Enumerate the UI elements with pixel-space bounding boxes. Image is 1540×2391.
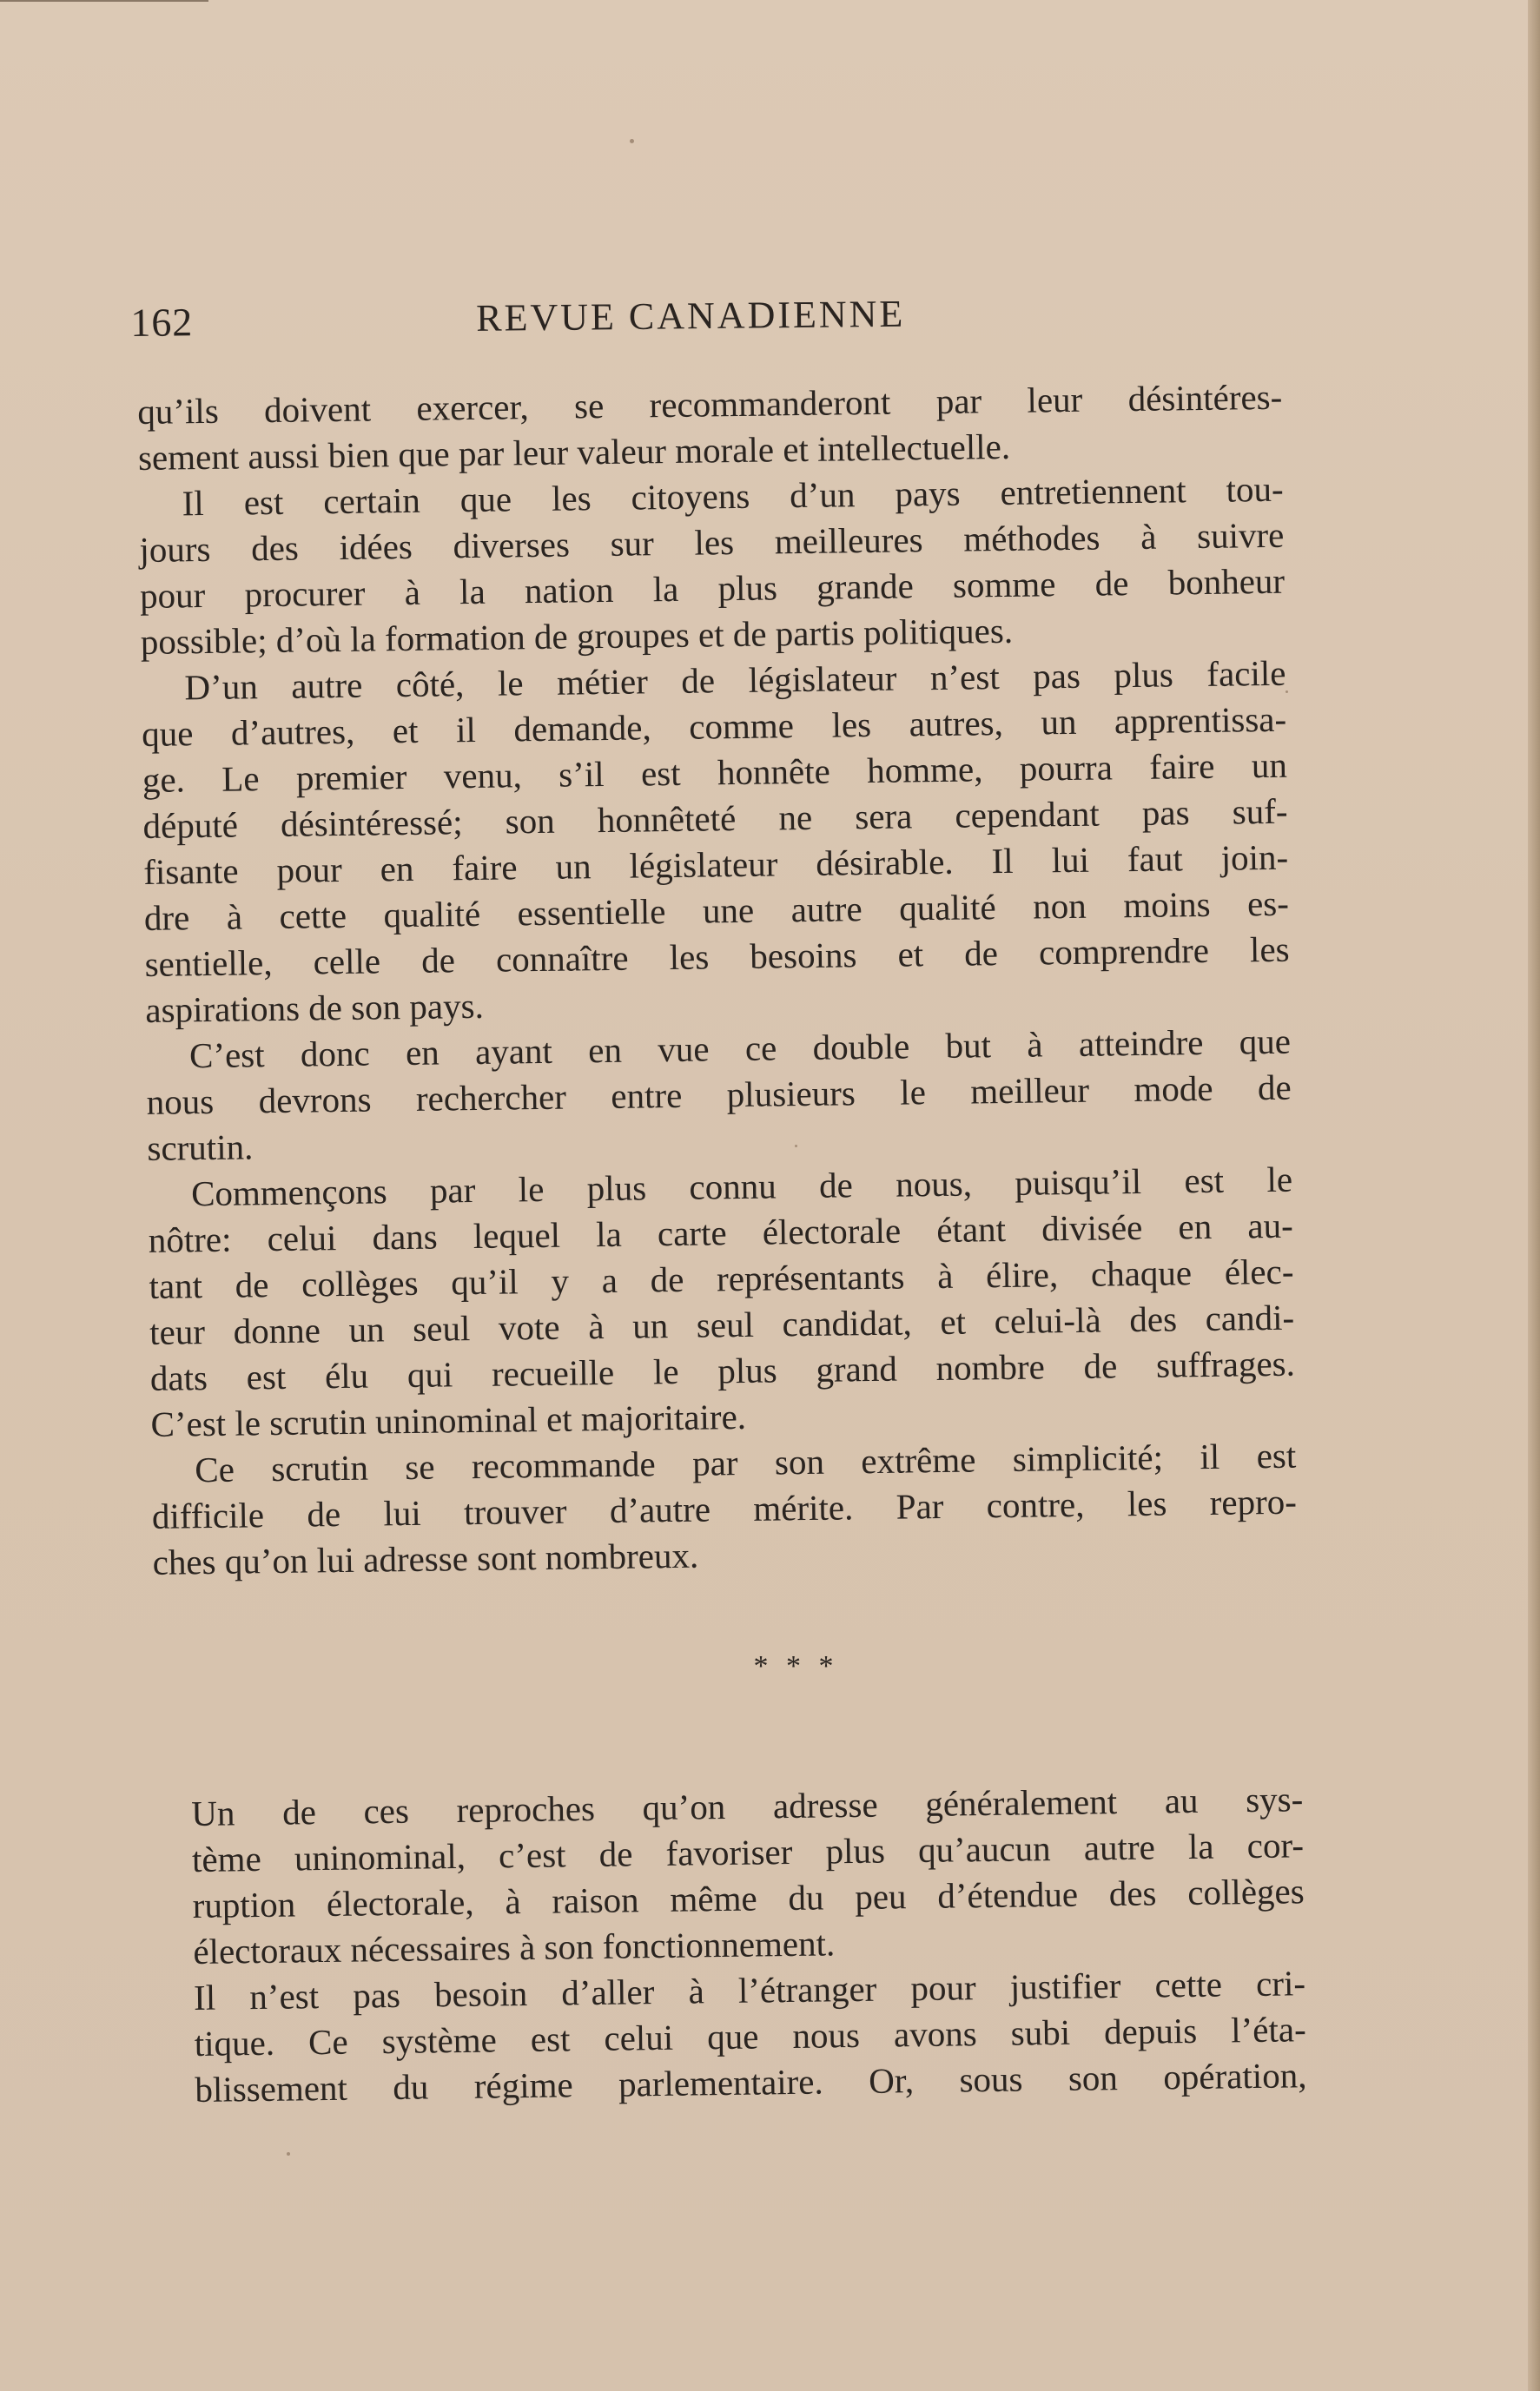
text-line: sentielle, celle de connaître les besoins et de comprendre les [144,928,1290,984]
body-text-block-1 [137,374,1298,1586]
text-line: que d’autres, et il demande, comme les autres, un apprentissa- [141,698,1287,754]
text-line: scrutin. [147,1126,254,1168]
text-line: Ce scrutin se recommande par son extrême simplicité; il est [194,1435,1297,1490]
text-line: C’est le scrutin uninominal et majoritaire. [150,1396,747,1444]
paper-speck [287,2152,290,2156]
text-line: nôtre: celui dans lequel la carte électorale étant divisée en au- [148,1205,1294,1260]
section-separator: * * * [753,1650,839,1682]
text-line: nous devrons rechercher entre plusieurs le meilleur mode de [146,1067,1292,1122]
text-line: tique. Ce système est celui que nous avons subi depuis l’éta- [194,2009,1307,2064]
text-line: fisante pour en faire un législateur désirable. Il lui faut join- [142,836,1289,892]
text-line: Un de ces reproches qu’on adresse généralement au sys- [191,1779,1304,1833]
running-header [130,287,1295,352]
paper-speck [630,139,634,143]
text-line: teur donne un seul vote à un seul candidat, et celui-là des candi- [149,1297,1295,1352]
text-line: aspirations de son pays. [145,985,485,1030]
text-line: D’un autre côté, le métier de législateur n’est pas plus facile [184,652,1286,708]
page-edge-line [0,0,208,2]
text-line: dats est élu qui recueille le plus grand nombre de suffrages. [149,1343,1296,1398]
page-number: 162 [130,300,194,345]
text-line: Il est certain que les citoyens d’un pays entretiennent tou- [182,468,1284,524]
body-text-block-2 [191,1776,1307,2113]
text-line: tant de collèges qu’il y a de représentants à élire, chaque élec- [149,1251,1294,1306]
text-line: électoraux nécessaires à son fonctionnement. [193,1923,836,1972]
text-line: ruption électorale, à raison même du peu d’étendue des collèges [192,1871,1305,1925]
text-line: tème uninominal, c’est de favoriser plus qu’aucun autre la cor- [191,1825,1305,1879]
text-line: Il n’est pas besoin d’aller à l’étranger pour justifier cette cri- [193,1963,1306,2018]
text-line: député désintéressé; son honnêteté ne sera cependant pas suf- [142,790,1288,846]
running-title: REVUE CANADIENNE [475,292,906,340]
text-line: dre à cette qualité essentielle une autre qualité non moins es- [143,882,1290,938]
text-line: ge. Le premier venu, s’il est honnête homme, pourra faire un [142,744,1288,800]
text-line: C’est donc en ayant en vue ce double but à atteindre que [188,1020,1292,1076]
text-line: qu’ils doivent exercer, se recommanderont par leur désintéres- [137,376,1283,432]
text-line: sement aussi bien que par leur valeur morale et intellectuelle. [137,426,1011,478]
page-right-edge [1528,0,1540,2391]
text-line: pour procurer à la nation la plus grande somme de bonheur [139,560,1286,616]
text-line: blissement du régime parlementaire. Or, sous son opération, [195,2055,1307,2110]
text-line: ches qu’on lui adresse sont nombreux. [152,1535,699,1582]
text-line: Commençons par le plus connu de nous, puisqu’il est le [190,1159,1293,1214]
text-line: difficile de lui trouver d’autre mérite. Par contre, les repro- [151,1481,1298,1536]
text-line: possible; d’où la formation de groupes et de partis politiques. [140,610,1014,662]
text-line: jours des idées diverses sur les meilleures méthodes à suivre [139,514,1285,570]
